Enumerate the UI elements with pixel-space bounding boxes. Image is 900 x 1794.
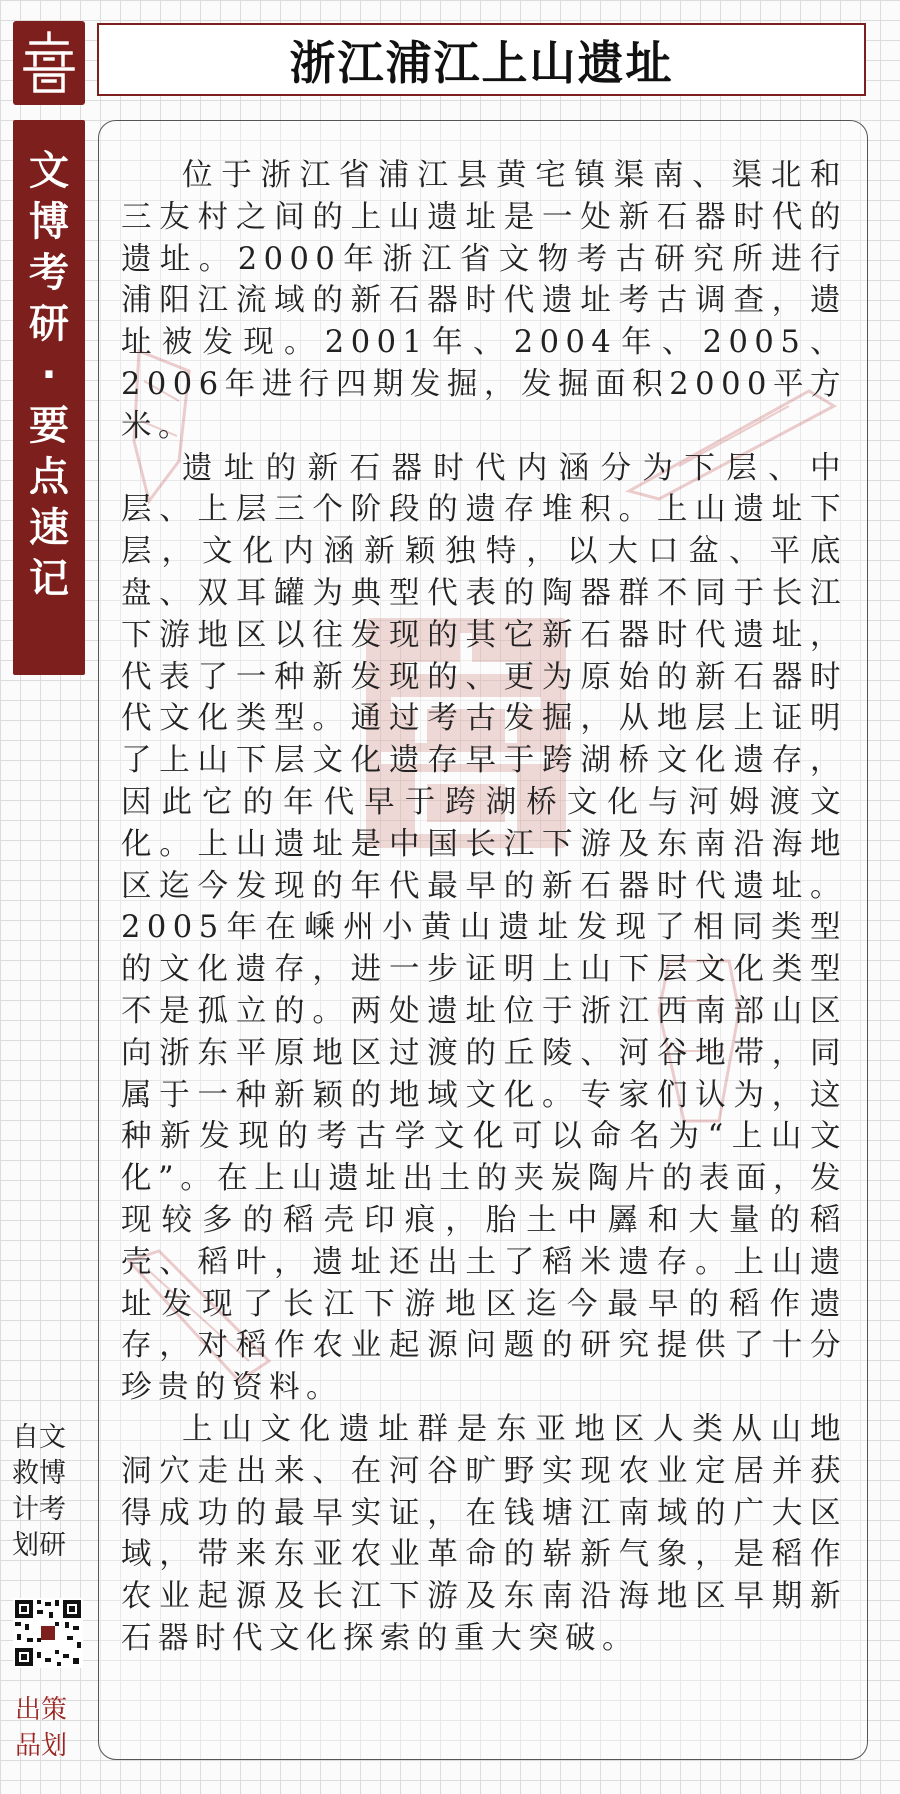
- banner-char: 考: [29, 250, 69, 296]
- banner-char: 记: [29, 556, 69, 602]
- sidebar-banner: [13, 120, 85, 675]
- banner-char: 速: [29, 505, 69, 551]
- planned-label: [15, 1692, 85, 1764]
- credit-label: [12, 1420, 84, 1564]
- credit-line: 自文: [12, 1422, 66, 1453]
- article-panel: [98, 120, 868, 1760]
- planned-line: 品划: [15, 1731, 68, 1761]
- banner-char: 研: [29, 301, 69, 347]
- credit-line: 划研: [12, 1530, 66, 1561]
- page-title: 浙江浦江上山遗址: [289, 35, 674, 90]
- article-body: [121, 155, 847, 1660]
- planned-line: 出策: [15, 1695, 68, 1725]
- banner-char: 点: [29, 454, 69, 500]
- qr-code-icon[interactable]: [13, 1598, 83, 1668]
- title-box: [97, 23, 866, 96]
- paragraph: 上山文化遗址群是东亚地区人类从山地洞穴走出来、在河谷旷野实现农业定居并获得成功的最早实证，在钱塘江南域的广大区域，带来东亚农业革命的崭新气象，是稻作农业起源及长江下游及东南沿海地区早期新石器时代文化探索的重大突破。: [121, 1411, 847, 1656]
- seal-logo: [13, 21, 85, 105]
- banner-char: 文: [29, 148, 69, 194]
- banner-char: 博: [29, 199, 69, 245]
- banner-char: ·: [41, 352, 57, 398]
- seal-logo-icon: [21, 29, 77, 97]
- credit-line: 计考: [12, 1494, 66, 1525]
- paragraph: 位于浙江省浦江县黄宅镇渠南、渠北和三友村之间的上山遗址是一处新石器时代的遗址。2000年浙江省文物考古研究所进行浦阳江流域的新石器时代遗址考古调查，遗址被发现。2001年、2004年、2005、2006年进行四期发掘，发掘面积2000平方米。: [121, 158, 847, 444]
- banner-char: 要: [29, 403, 69, 449]
- credit-line: 救博: [12, 1458, 66, 1489]
- paragraph: 遗址的新石器时代内涵分为下层、中层、上层三个阶段的遗存堆积。上山遗址下层，文化内涵新颖独特，以大口盆、平底盘、双耳罐为典型代表的陶器群不同于长江下游地区以往发现的其它新石器时代遗址，代表了一种新发现的、更为原始的新石器时代文化类型。通过考古发掘，从地层上证明了上山下层文化遗存早于跨湖桥文化遗存，因此它的年代早于跨湖桥文化与河姆渡文化。上山遗址是中国长江下游及东南沿海地区迄今发现的年代最早的新石器时代遗址。2005年在嵊州小黄山遗址发现了相同类型的文化遗存，进一步证明上山下层文化类型不是孤立的。两处遗址位于浙江西南部山区向浙东平原地区过渡的丘陵、河谷地带，同属于一种新颖的地域文化。专家们认为，这种新发现的考古学文化可以命名为“上山文化”。在上山遗址出土的夹炭陶片的表面，发现较多的稻壳印痕，胎土中羼和大量的稻壳、稻叶，遗址还出土了稻米遗存。上山遗址发现了长江下游地区迄今最早的稻作遗存，对稻作农业起源问题的研究提供了十分珍贵的资料。: [121, 450, 847, 1406]
